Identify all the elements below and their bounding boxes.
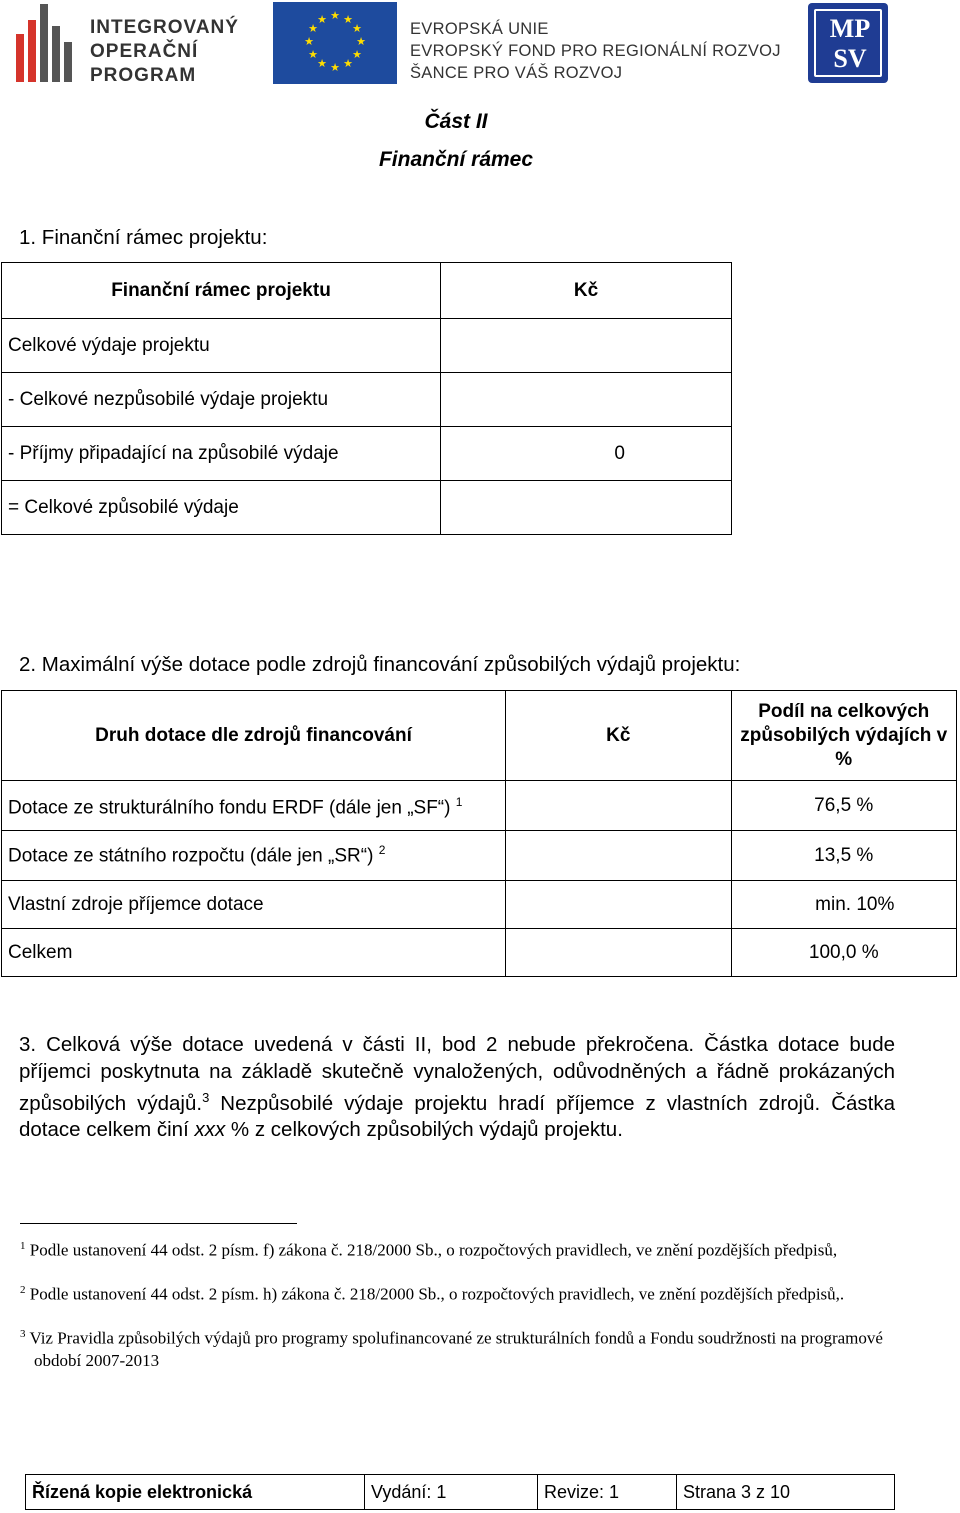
row-label: Dotace ze státního rozpočtu (dále jen „SR“) (8, 845, 374, 867)
footnote-3 (20, 1323, 908, 1372)
iop-bar-icon (64, 42, 72, 82)
svg-text:★: ★ (343, 57, 353, 70)
svg-text:★: ★ (308, 48, 318, 61)
table-cell-kc (506, 781, 731, 831)
table-cell-label: = Celkové způsobilé výdaje (2, 481, 441, 535)
section1-heading: 1. Finanční rámec projektu: (19, 226, 268, 249)
part-title: Část II (424, 110, 488, 133)
para-part2: Nezpůsobilé výdaje projektu hradí příjemce z vlastních zdrojů. Částka dotace celkem činí (19, 1091, 895, 1142)
footnote-1 (20, 1235, 908, 1262)
table-cell-pct: 76,5 % (731, 781, 956, 831)
table-cell-value (441, 373, 732, 427)
iop-bar-icon (28, 20, 36, 82)
table-row (2, 929, 957, 977)
table-row (2, 831, 957, 881)
table-row (2, 373, 732, 427)
section3-paragraph (19, 1032, 895, 1144)
svg-text:★: ★ (356, 35, 366, 48)
iop-bar-icon (52, 26, 60, 82)
para-placeholder: xxx (194, 1118, 226, 1142)
table-cell-label: Celkové výdaje projektu (2, 319, 441, 373)
table-cell-kc (506, 831, 731, 881)
mpsv-line-1: MP (829, 14, 871, 43)
table-header-cell: Finanční rámec projektu (2, 263, 441, 319)
table-row (2, 881, 957, 929)
svg-text:★: ★ (317, 57, 327, 70)
footer-copy: Řízená kopie elektronická (26, 1475, 365, 1510)
footer-row (26, 1475, 895, 1510)
footnote-number: 3 (20, 1328, 26, 1340)
table-cell-label: - Celkové nezpůsobilé výdaje projektu (2, 373, 441, 427)
table-header-cell: Druh dotace dle zdrojů financování (2, 691, 506, 781)
mpsv-line-2: SV (833, 44, 867, 73)
eu-line-2: EVROPSKÝ FOND PRO REGIONÁLNÍ ROZVOJ (410, 42, 781, 60)
table-cell-label: - Příjmy připadající na způsobilé výdaje (2, 427, 441, 481)
svg-text:★: ★ (304, 35, 314, 48)
para-part1: 3. Celková výše dotace uvedená v části II, bod 2 nebude překročena. Částka dotace bude příjemci poskytnuta na základě skutečně vynaložených, odůvodněných a řádně prokázaných způsobilých výdajů. (19, 1033, 895, 1115)
table-cell-label (2, 831, 506, 881)
mpsv-logo (808, 3, 888, 83)
iop-line-2: OPERAČNÍ (90, 41, 199, 62)
table-row (2, 781, 957, 831)
iop-bar-icon (16, 34, 24, 82)
footnote-text: Podle ustanovení 44 odst. 2 písm. f) zákona č. 218/2000 Sb., o rozpočtových pravidlech, ve znění pozdějších předpisů, (29, 1240, 838, 1260)
subsidy-sources-table (1, 690, 957, 977)
mpsv-frame (814, 9, 882, 77)
section2-heading: 2. Maximální výše dotace podle zdrojů financování způsobilých výdajů projektu: (19, 653, 741, 676)
iop-line-3: PROGRAM (90, 65, 197, 86)
svg-text:★: ★ (308, 22, 318, 35)
eu-line-3: ŠANCE PRO VÁŠ ROZVOJ (410, 64, 623, 82)
footnote-ref: 1 (455, 795, 463, 810)
table-row (2, 319, 732, 373)
table-header-cell: Kč (441, 263, 732, 319)
svg-text:★: ★ (352, 22, 362, 35)
table-cell-kc (506, 929, 731, 977)
table-cell-pct: min. 10% (731, 881, 956, 929)
table-cell-pct: 13,5 % (731, 831, 956, 881)
footer-page: Strana 3 z 10 (677, 1475, 895, 1510)
table-cell-kc (506, 881, 731, 929)
iop-logo (16, 2, 244, 86)
table-cell-value (441, 481, 732, 535)
svg-text:★: ★ (343, 13, 353, 26)
footnote-text: Viz Pravidla způsobilých výdajů pro programy spolufinancované ze strukturálních fondů a Fondu soudržnosti na programové období 2007-2013 (29, 1328, 883, 1370)
iop-line-1: INTEGROVANÝ (90, 17, 239, 38)
eu-flag-logo (273, 2, 397, 84)
eu-stars-icon (273, 2, 397, 84)
svg-text:★: ★ (317, 13, 327, 26)
iop-bar-icon (40, 4, 48, 82)
table-header-row (2, 691, 957, 781)
table-cell-label (2, 781, 506, 831)
financial-frame-table (1, 262, 732, 535)
table-header-row (2, 263, 732, 319)
footnote-ref: 2 (378, 843, 386, 858)
table-cell-value (441, 319, 732, 373)
footnote-ref: 3 (202, 1090, 210, 1105)
footer-edition: Vydání: 1 (365, 1475, 538, 1510)
eu-line-1: EVROPSKÁ UNIE (410, 20, 549, 38)
footnote-number: 2 (20, 1284, 26, 1296)
table-cell-pct: 100,0 % (731, 929, 956, 977)
footnote-number: 1 (20, 1240, 26, 1252)
table-cell-label: Celkem (2, 929, 506, 977)
table-row (2, 427, 732, 481)
eu-text (410, 18, 781, 84)
document-footer (25, 1474, 895, 1510)
svg-text:★: ★ (330, 9, 340, 22)
para-part3: % z celkových způsobilých výdajů projektu. (225, 1118, 623, 1142)
footnote-separator (20, 1223, 297, 1224)
table-header-cell: Podíl na celkových způsobilých výdajích v % (731, 691, 956, 781)
table-cell-label: Vlastní zdroje příjemce dotace (2, 881, 506, 929)
row-label: Dotace ze strukturálního fondu ERDF (dále jen „SF“) (8, 797, 451, 819)
footer-revision: Revize: 1 (538, 1475, 677, 1510)
table-row (2, 481, 732, 535)
svg-text:★: ★ (330, 61, 340, 74)
footnote-2 (20, 1279, 908, 1306)
svg-text:★: ★ (352, 48, 362, 61)
table-header-cell: Kč (506, 691, 731, 781)
footnote-text: Podle ustanovení 44 odst. 2 písm. h) zákona č. 218/2000 Sb., o rozpočtových pravidlech, ve znění pozdějších předpisů,. (29, 1284, 845, 1304)
table-cell-value: 0 (441, 427, 732, 481)
part-subtitle: Finanční rámec (378, 148, 534, 171)
